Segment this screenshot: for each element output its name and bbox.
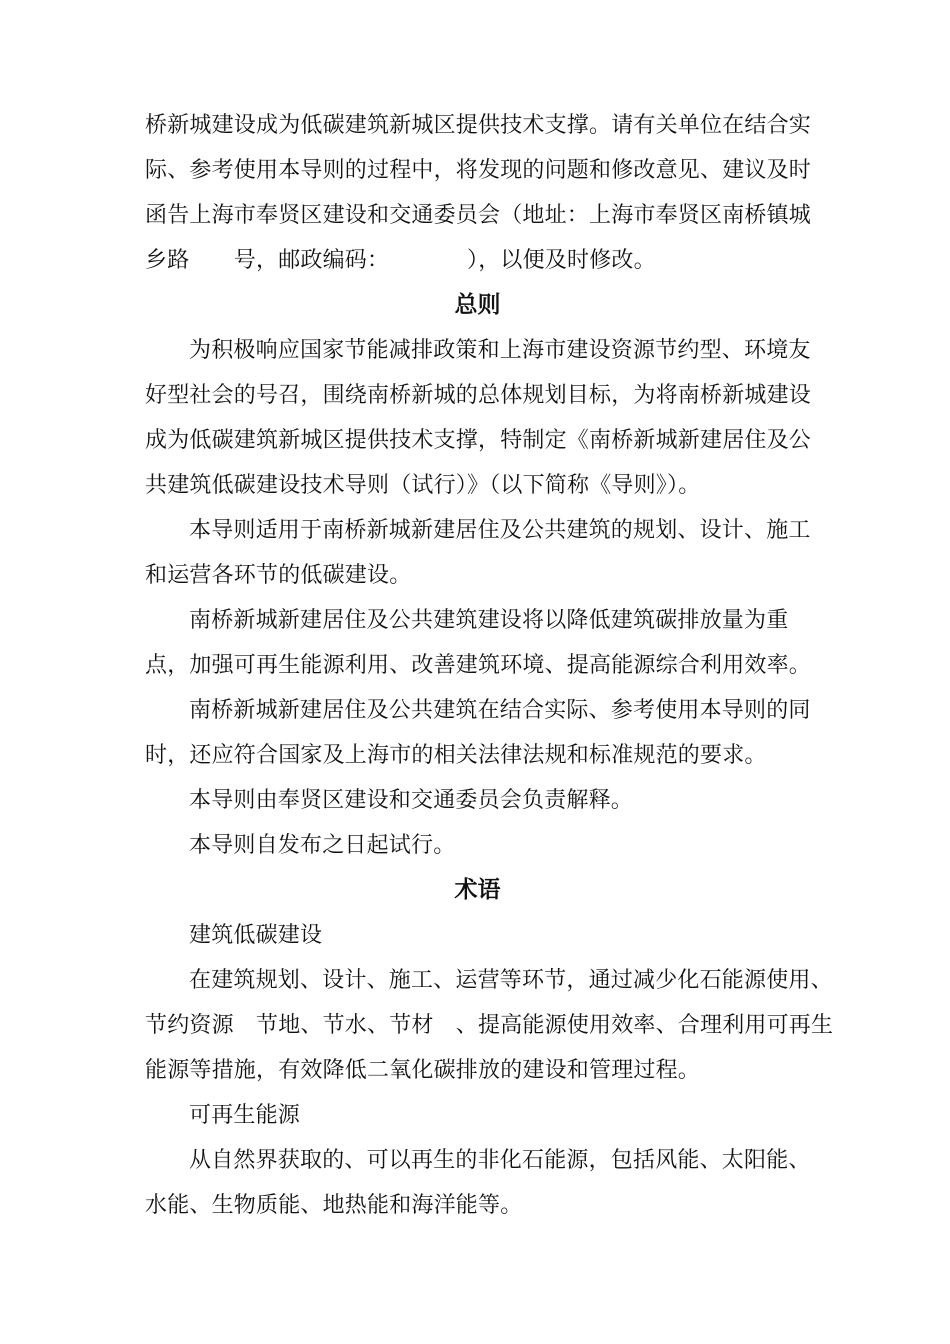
text-line: 点，加强可再生能源利用、改善建筑环境、提高能源综合利用效率。 — [145, 653, 812, 678]
document-page — [145, 103, 834, 1228]
section-heading-terms: 术语 — [454, 877, 501, 903]
general-paragraph-3 — [145, 598, 810, 688]
text-line: 为积极响应国家节能减排政策和上海市建设资源节约型、环境友 — [189, 338, 811, 363]
text-line: 函告上海市奉贤区建设和交通委员会（地址：上海市奉贤区南桥镇城 — [145, 203, 812, 228]
general-paragraph-1 — [145, 328, 810, 508]
text-line: 桥新城建设成为低碳建筑新城区提供技术支撑。请有关单位在结合实 — [145, 113, 812, 138]
intro-paragraph — [145, 103, 810, 283]
term-name: 可再生能源 — [189, 1103, 301, 1128]
text-line: 乡路 号，邮政编码： ），以便及时修改。 — [145, 248, 656, 273]
text-line: 在建筑规划、设计、施工、运营等环节，通过减少化石能源使用、 — [189, 968, 833, 993]
text-line: 际、参考使用本导则的过程中，将发现的问题和修改意见、建议及时 — [145, 158, 812, 183]
text-line: 能源等措施，有效降低二氧化碳排放的建设和管理过程。 — [145, 1058, 701, 1083]
text-line: 成为低碳建筑新城区提供技术支撑，特制定《南桥新城新建居住及公 — [145, 428, 812, 453]
term-definition — [145, 958, 834, 1093]
text-line: 本导则适用于南桥新城新建居住及公共建筑的规划、设计、施工 — [189, 518, 811, 543]
text-line: 南桥新城新建居住及公共建筑建设将以降低建筑碳排放量为重 — [189, 608, 789, 633]
term-name: 建筑低碳建设 — [189, 923, 323, 948]
text-line: 好型社会的号召，围绕南桥新城的总体规划目标，为将南桥新城建设 — [145, 383, 812, 408]
text-line: 节约资源 节地、节水、节材 、提高能源使用效率、合理利用可再生 — [145, 1013, 834, 1038]
term-definition — [145, 1138, 810, 1228]
text-line: 时，还应符合国家及上海市的相关法律法规和标准规范的要求。 — [145, 743, 767, 768]
text-line: 共建筑低碳建设技术导则（试行）》（以下简称《导则》）。 — [145, 473, 701, 498]
general-paragraph-4 — [145, 688, 810, 778]
text-line: 水能、生物质能、地热能和海洋能等。 — [145, 1193, 523, 1218]
text-line: 和运营各环节的低碳建设。 — [145, 563, 412, 588]
text-line: 从自然界获取的、可以再生的非化石能源，包括风能、太阳能、 — [189, 1148, 811, 1173]
general-paragraph-6: 本导则自发布之日起试行。 — [189, 833, 456, 858]
text-line: 南桥新城新建居住及公共建筑在结合实际、参考使用本导则的同 — [189, 698, 811, 723]
general-paragraph-5: 本导则由奉贤区建设和交通委员会负责解释。 — [189, 788, 634, 813]
section-heading-general: 总则 — [454, 292, 501, 318]
general-paragraph-2 — [145, 508, 810, 598]
